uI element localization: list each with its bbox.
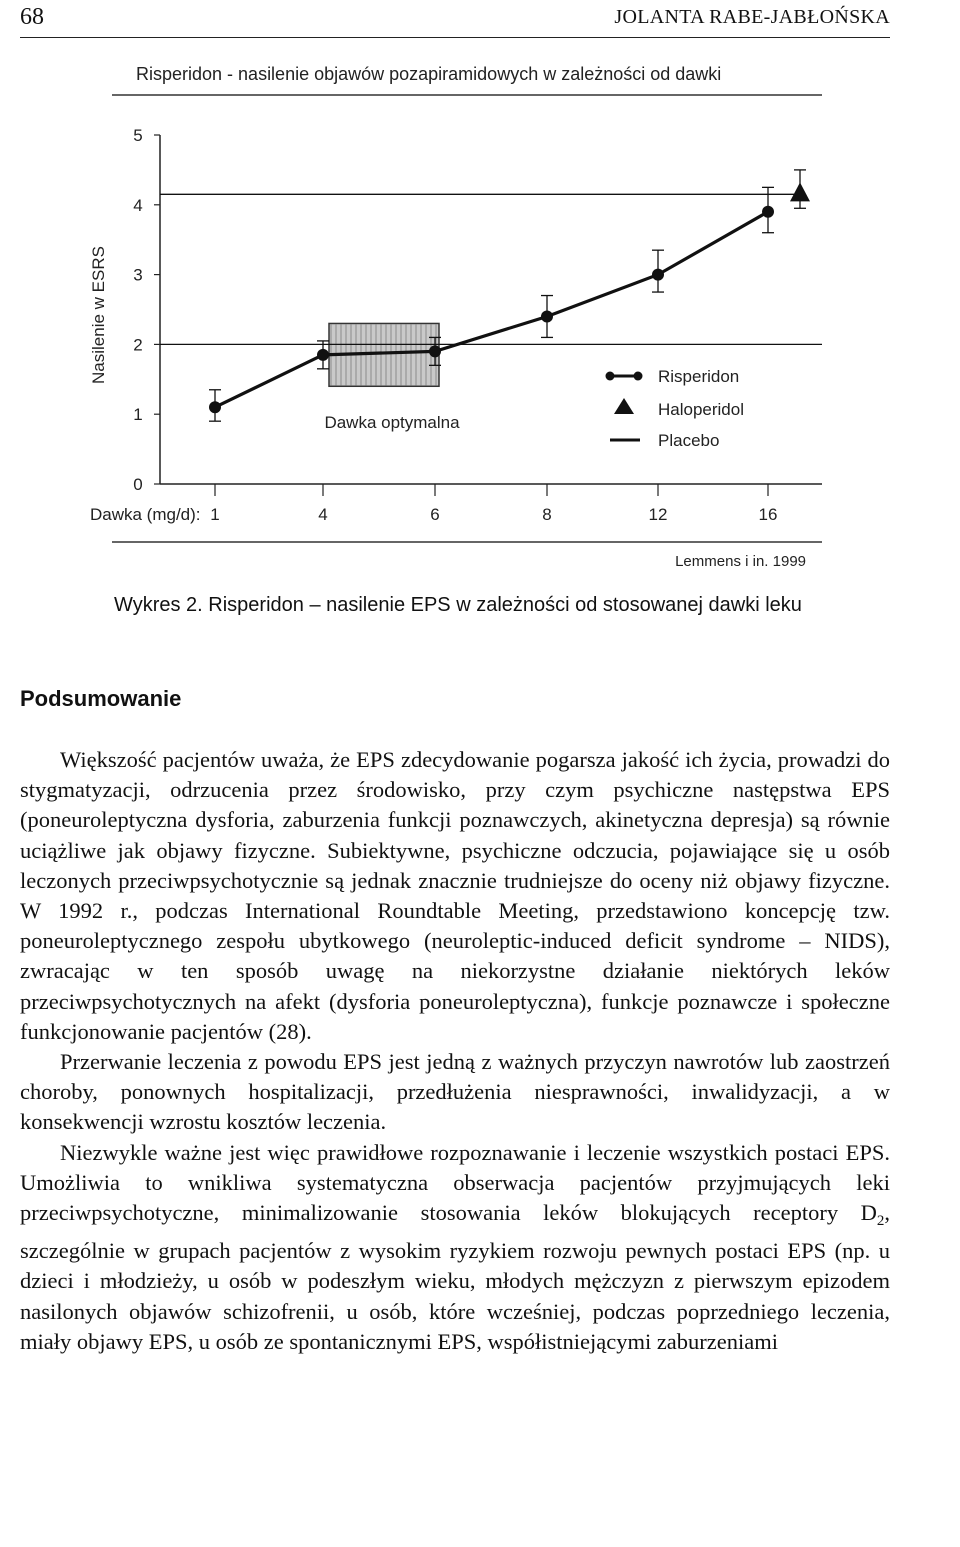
y-tick-label: 5 (133, 126, 143, 145)
subscript: 2 (876, 1213, 885, 1230)
risperidon-point (429, 345, 441, 357)
legend (606, 367, 745, 450)
x-tick-label: 12 (648, 505, 668, 524)
y-axis-label: Nasilenie w ESRS (89, 246, 108, 384)
running-head-author: JOLANTA RABE-JABŁOŃSKA (614, 6, 890, 28)
paragraph: Przerwanie leczenia z powodu EPS jest jedną z ważnych przyczyn nawrotów lub zaostrzeń choroby, ponownych hospitalizacji, przedłużenia niesprawności, inwalidyzacji, a w konsekwencji wzrostu kosztów leczenia. (20, 1049, 890, 1135)
y-tick-label: 2 (133, 335, 143, 355)
legend-haloperidol-marker (614, 398, 634, 414)
risperidon-point (317, 349, 329, 361)
x-tick-label: 8 (542, 505, 552, 524)
risperidon-point (652, 269, 664, 281)
paragraph-text: Niezwykle ważne jest więc prawidłowe rozpoznawanie i leczenie wszystkich postaci EPS. Umożliwia to wnikliwa systematyczna obserwacja pacjentów przyjmujących leki przeciwpsychotyczne, minimalizowanie stosowania leków blokujących receptory D (20, 1139, 890, 1226)
body-text (20, 745, 890, 1357)
legend-risperidon-label: Risperidon (658, 367, 740, 386)
paragraph-text: , szczególnie w grupach pacjentów z wysokim ryzykiem rozwoju pewnych postaci EPS (np. u dzieci i młodzieży, u osób w podeszłym wieku, młodych mężczyzn z pierwszym epizodem nasilonych objawów schizofrenii, u osób, które wcześniej, podczas poprzedniego leczenia, miały objawy EPS, u osób ze spontanicznymi EPS, współistniejącymi zaburzeniami (20, 1200, 890, 1354)
figure-source: Lemmens i in. 1999 (675, 553, 806, 570)
y-tick-label: 1 (133, 405, 143, 425)
paragraph (20, 1138, 890, 1357)
section-heading: Podsumowanie (20, 686, 182, 711)
header-rule (20, 37, 890, 38)
y-tick-label: 3 (133, 265, 143, 285)
figure-caption: Wykres 2. Risperidon – nasilenie EPS w zależności od stosowanej dawki leku (114, 594, 802, 616)
optimal-dose-label: Dawka optymalna (324, 413, 460, 432)
legend-risperidon-marker (634, 372, 643, 381)
risperidon-point (209, 401, 221, 413)
x-axis-label: Dawka (mg/d): (90, 505, 201, 524)
haloperidol-marker (790, 182, 810, 201)
eps-dose-chart (0, 90, 960, 555)
x-tick-label: 1 (210, 505, 220, 524)
x-tick-label: 16 (758, 505, 778, 524)
legend-placebo-label: Placebo (658, 431, 720, 450)
x-tick-label: 6 (430, 505, 440, 524)
y-tick-label: 0 (133, 475, 143, 494)
chart-title: Risperidon - nasilenie objawów pozapiramidowych w zależności od dawki (136, 64, 722, 84)
page-header (20, 0, 890, 38)
risperidon-point (541, 310, 553, 322)
risperidon-point (762, 206, 774, 218)
page-number: 68 (20, 4, 44, 30)
paragraph: Większość pacjentów uważa, że EPS zdecydowanie pogarsza jakość ich życia, prowadzi do stygmatyzacji, odrzucenia przez środowisko, przy czym psychiczne następstwa EPS (poneuroleptyczna dysforia, zaburzenia funkcji poznawczych, akinetyczna depresja) są równie uciążliwe jak objawy fizyczne. Subiektywne, psychiczne odczucia, pojawiające się u osób leczonych przeciwpsychotycznie są jednak znacznie trudniejsze do oceny niż objawy fizyczne. W 1992 r., podczas International Roundtable Meeting, przedstawiono koncepcję tzw. poneuroleptycznego zespołu ubytkowego (neuroleptic-induced deficit syndrome – NIDS), zwracając w ten sposób uwagę na niekorzystne działanie niektórych leków przeciwpsychotycznych na afekt (dysforia poneuroleptyczna), funkcje poznawcze i społeczne funkcjonowanie pacjentów (28). (20, 747, 890, 1044)
x-tick-label: 4 (318, 505, 328, 524)
legend-haloperidol-label: Haloperidol (658, 400, 744, 419)
y-tick-label: 4 (133, 195, 143, 215)
legend-risperidon-marker (606, 372, 615, 381)
